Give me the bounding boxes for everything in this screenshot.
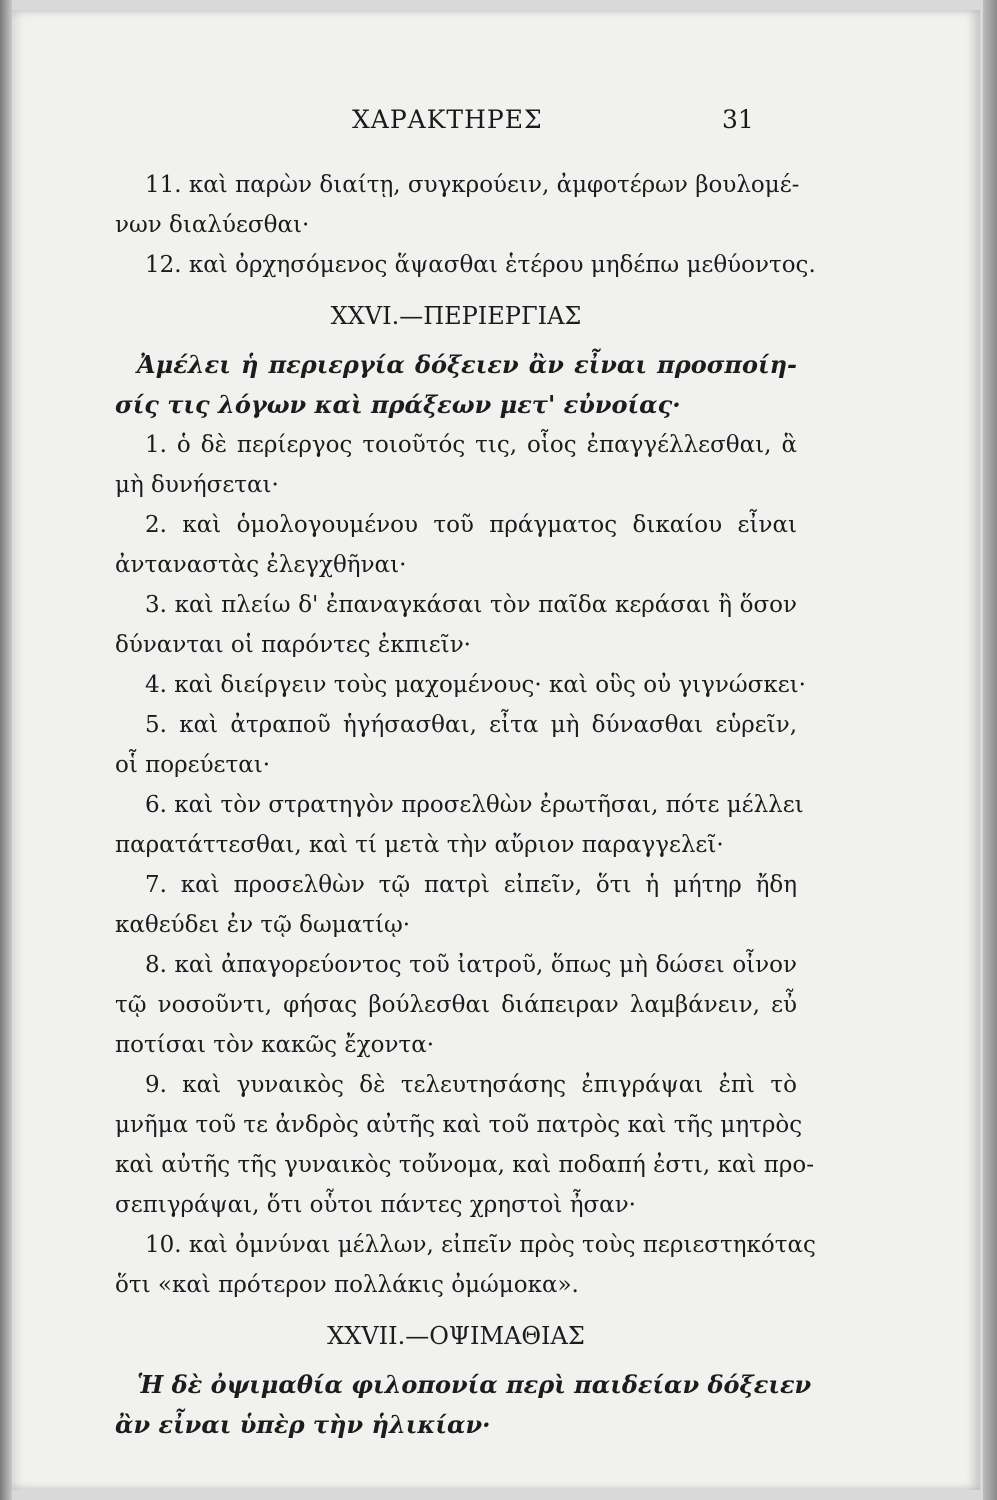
- text-line: μνῆμα τοῦ τε ἀνδρὸς αὐτῆς καὶ τοῦ πατρὸς καὶ τῆς μητρὸς: [115, 1112, 803, 1138]
- definition-line: σίς τις λόγων καὶ πράξεων μετ' εὐνοίας·: [115, 390, 681, 419]
- text-line: οἷ πορεύεται·: [115, 752, 271, 778]
- section-heading: XXVI.—ΠΕΡΙΕΡΓΙΑΣ: [330, 302, 582, 330]
- text-line: 11. καὶ παρὼν διαίτῃ, συγκρούειν, ἀμφοτέρων βουλομέ-: [145, 172, 800, 198]
- text-line: ποτίσαι τὸν κακῶς ἔχοντα·: [115, 1032, 435, 1058]
- text-line: ὅτι «καὶ πρότερον πολλάκις ὀμώμοκα».: [115, 1272, 579, 1298]
- text-line: 10. καὶ ὀμνύναι μέλλων, εἰπεῖν πρὸς τοὺς περιεστηκότας: [145, 1232, 816, 1258]
- text-line: 7. καὶ προσελθὼν τῷ πατρὶ εἰπεῖν, ὅτι ἡ μήτηρ ἤδη: [145, 872, 797, 898]
- page-text: [115, 165, 816, 1445]
- text-line: καὶ αὐτῆς τῆς γυναικὸς τοὔνομα, καὶ ποδαπή ἐστι, καὶ προ-: [115, 1152, 814, 1178]
- definition-line: Ἀμέλει ἡ περιεργία δόξειεν ἂν εἶναι προσποίη-: [137, 350, 797, 379]
- text-line: 6. καὶ τὸν στρατηγὸν προσελθὼν ἐρωτῆσαι, πότε μέλλει: [145, 792, 804, 818]
- section-heading: XXVII.—ΟΨΙΜΑΘΙΑΣ: [327, 1322, 585, 1350]
- text-line: ἀνταναστὰς ἐλεγχθῆναι·: [115, 552, 407, 578]
- text-line: 9. καὶ γυναικὸς δὲ τελευτησάσης ἐπιγράψαι ἐπὶ τὸ: [145, 1072, 797, 1098]
- definition-line: ἂν εἶναι ὑπὲρ τὴν ἡλικίαν·: [115, 1410, 491, 1439]
- page-number: 31: [722, 105, 754, 134]
- text-line: παρατάττεσθαι, καὶ τί μετὰ τὴν αὔριον παραγγελεῖ·: [115, 832, 724, 858]
- book-page: [12, 10, 980, 1490]
- book-gutter-shadow: [0, 0, 12, 1500]
- text-line: τῷ νοσοῦντι, φήσας βούλεσθαι διάπειραν λαμβάνειν, εὖ: [115, 992, 797, 1018]
- book-edge-shadow: [983, 0, 997, 1500]
- text-line: 1. ὁ δὲ περίεργος τοιοῦτός τις, οἷος ἐπαγγέλλεσθαι, ἃ: [145, 432, 797, 458]
- text-line: 4. καὶ διείργειν τοὺς μαχομένους· καὶ οὓς οὐ γιγνώσκει·: [145, 672, 806, 698]
- text-line: 2. καὶ ὁμολογουμένου τοῦ πράγματος δικαίου εἶναι: [145, 512, 797, 538]
- running-head: ΧΑΡΑΚΤΗΡΕΣ: [352, 105, 543, 134]
- text-line: νων διαλύεσθαι·: [115, 212, 310, 238]
- text-line: καθεύδει ἐν τῷ δωματίῳ·: [115, 912, 411, 938]
- text-line: σεπιγράψαι, ὅτι οὗτοι πάντες χρηστοὶ ἦσαν·: [115, 1192, 636, 1218]
- text-line: 3. καὶ πλείω δ' ἐπαναγκάσαι τὸν παῖδα κεράσαι ἢ ὅσον: [145, 592, 797, 618]
- text-line: δύνανται οἱ παρόντες ἐκπιεῖν·: [115, 632, 471, 658]
- text-line: μὴ δυνήσεται·: [115, 472, 279, 498]
- text-line: 8. καὶ ἀπαγορεύοντος τοῦ ἰατροῦ, ὅπως μὴ δώσει οἶνον: [145, 952, 797, 978]
- text-line: 5. καὶ ἀτραποῦ ἡγήσασθαι, εἶτα μὴ δύνασθαι εὑρεῖν,: [145, 712, 797, 738]
- text-line: 12. καὶ ὀρχησόμενος ἅψασθαι ἑτέρου μηδέπω μεθύοντος.: [145, 252, 816, 278]
- definition-line: Ἡ δὲ ὀψιμαθία φιλοπονία περὶ παιδείαν δόξειεν: [137, 1370, 812, 1399]
